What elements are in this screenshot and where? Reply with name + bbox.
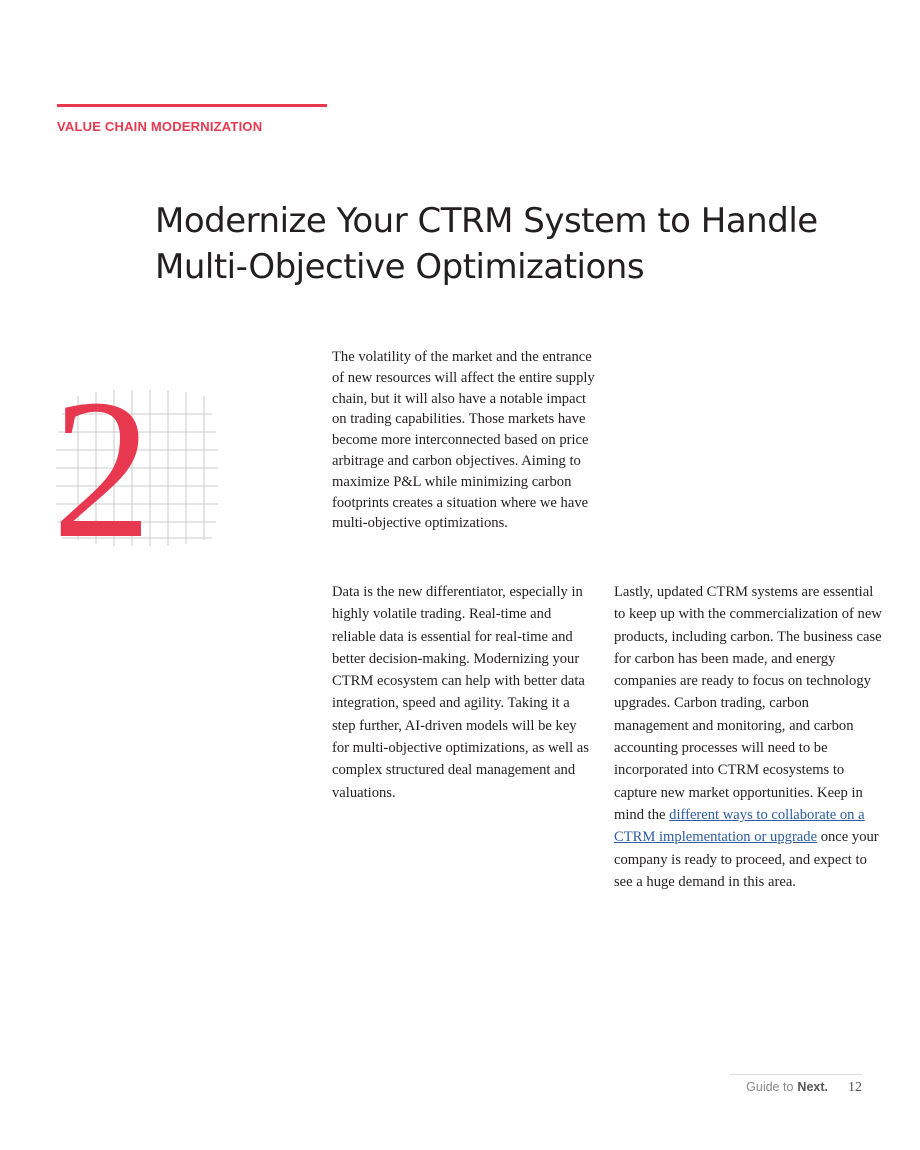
data-paragraph: Data is the new differentiator, especially in highly volatile trading. Real-time and reliable data is essential for real-time and better decision-making. Modernizing your CTRM ecosystem can help with better data integration, speed and agility. Taking it a step further, AI-driven models will be key for multi-objective optimizations, as well as complex structured deal management and valuations. <box>332 584 589 801</box>
footer-guide-text: Guide to <box>746 1080 794 1094</box>
footer-brand-text: Next. <box>797 1080 828 1094</box>
section-number: 2 <box>52 388 152 548</box>
section-accent-rule <box>57 104 327 107</box>
intro-paragraph: The volatility of the market and the entrance of new resources will affect the entire supply chain, but it will also have a notable impact on trading capabilities. Those markets have become more interconnected based on price arbitrage and carbon objectives. Aiming to maximize P&L while minimizing carbon footprints creates a situation where we have multi-objective optimizations. <box>332 349 595 532</box>
page-title <box>155 198 855 290</box>
carbon-paragraph-text: Lastly, updated CTRM systems are essential to keep up with the commercialization of new products, including carbon. The business case for carbon has been made, and energy companies are ready to focus on technology upgrades. Carbon trading, carbon management and monitoring, and carbon accounting processes will need to be incorporated into CTRM ecosystems to capture new market opportunities. Keep in mind the <box>614 584 882 823</box>
section-label: VALUE CHAIN MODERNIZATION <box>57 119 263 134</box>
page-title-line-1: Modernize Your CTRM System to Handle <box>155 201 818 241</box>
carbon-paragraph <box>614 581 882 893</box>
page-footer <box>730 1074 862 1096</box>
carbon-paragraph-text-end: once your company is ready to proceed, and expect to see a huge demand in this area. <box>614 829 879 890</box>
page-title-line-2: Multi-Objective Optimizations <box>155 247 645 287</box>
numeral-grid-graphic <box>52 388 222 548</box>
collaboration-link[interactable]: different ways to collaborate on a CTRM implementation or upgrade <box>614 806 865 846</box>
page-number: 12 <box>848 1080 862 1095</box>
